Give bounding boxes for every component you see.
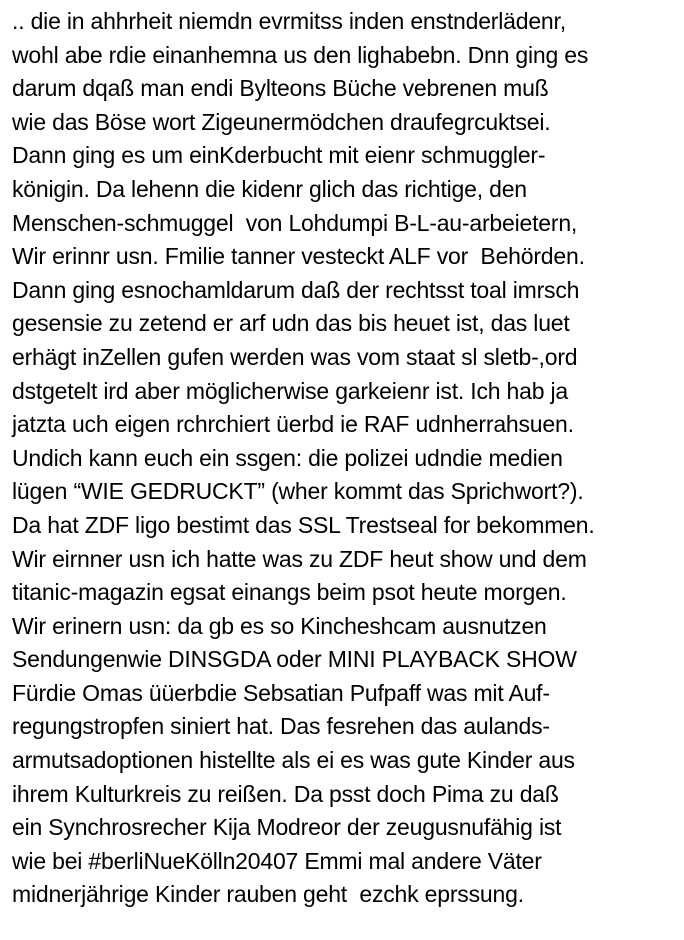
text-line: königin. Da lehenn die kidenr glich das richtige, den — [12, 175, 527, 202]
text-line: .. die in ahhrheit niemdn evrmitss inden enstnderlädenr, — [12, 8, 566, 34]
text-line: jatzta uch eigen rchrchiert üerbd ie RAF udnherrahsuen. — [12, 411, 574, 438]
text-line: Fürdie Omas üüerbdie Sebsatian Pufpaff was mit Auf- — [12, 679, 550, 706]
text-line: wie bei #berliNueKölln20407 Emmi mal andere Väter — [12, 847, 542, 874]
text-line: lügen “WIE GEDRUCKT” (wher kommt das Sprichwort?). — [12, 478, 584, 505]
text-line: ein Synchrosrecher Kija Modreor der zeugusnufähig ist — [12, 814, 562, 841]
text-line: Wir eirnner usn ich hatte was zu ZDF heut show und dem — [12, 545, 587, 572]
text-line: Wir erinnr usn. Fmilie tanner vesteckt ALF vor Behörden. — [12, 243, 585, 270]
text-line: Dann ging esnochamldarum daß der rechtsst toal imrsch — [12, 276, 580, 303]
text-line: midnerjährige Kinder rauben geht ezchk eprssung. — [12, 881, 524, 908]
text-line: wie das Böse wort Zigeunermödchen draufegrcuktsei. — [12, 108, 551, 135]
text-line: armutsadoptionen histellte als ei es was gute Kinder aus — [12, 747, 575, 774]
text-line: wohl abe rdie einanhemna us den lighabebn. Dnn ging es — [12, 41, 589, 68]
text-line: darum dqaß man endi Bylteons Büche vebrenen muß — [12, 75, 549, 102]
text-line: Dann ging es um einKderbucht mit eienr schmuggler- — [12, 142, 546, 169]
text-line: regungstropfen siniert hat. Das fesrehen das aulands- — [12, 713, 550, 740]
text-line: gesensie zu zetend er arf udn das bis heuet ist, das luet — [12, 310, 570, 337]
text-line: Sendungenwie DINSGDA oder MINI PLAYBACK SHOW — [12, 646, 577, 673]
text-line: Wir erinern usn: da gb es so Kincheshcam ausnutzen — [12, 612, 547, 639]
text-line: erhägt inZellen gufen werden was vom staat sl sletb-,ord — [12, 343, 578, 370]
text-line: Undich kann euch ein ssgen: die polizei udndie medien — [12, 444, 563, 471]
text-line: dstgetelt ird aber möglicherwise garkeienr ist. Ich hab ja — [12, 377, 569, 404]
text-line: Menschen-schmuggel von Lohdumpi B-L-au-arbeietern, — [12, 209, 578, 236]
text-line: Da hat ZDF ligo bestimt das SSL Trestseal for bekommen. — [12, 511, 595, 538]
text-line: titanic-magazin egsat einangs beim psot heute morgen. — [12, 579, 567, 606]
body-text — [12, 5, 682, 912]
text-line: ihrem Kulturkreis zu reißen. Da psst doch Pima zu daß — [12, 780, 559, 807]
